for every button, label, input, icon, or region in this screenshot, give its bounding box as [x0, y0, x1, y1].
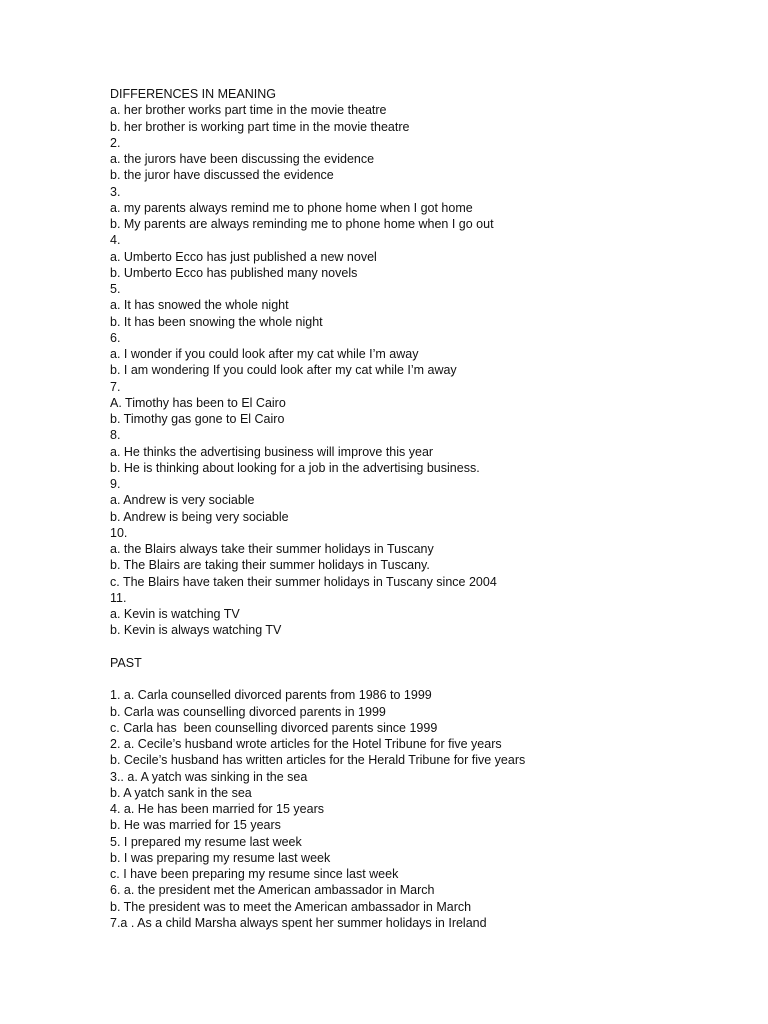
text-line: 5. I prepared my resume last week: [110, 834, 302, 849]
text-line: b. I am wondering If you could look after my cat while I’m away: [110, 363, 457, 378]
blank-line: [110, 639, 750, 655]
text-line: 9.: [110, 477, 121, 491]
text-line: A. Timothy has been to El Cairo: [110, 395, 286, 410]
text-line: a. He thinks the advertising business will improve this year: [110, 444, 434, 459]
text-line: b. He is thinking about looking for a job in the advertising business.: [110, 460, 480, 475]
text-line: b. I was preparing my resume last week: [110, 850, 331, 865]
text-line: a. her brother works part time in the movie theatre: [110, 103, 387, 118]
text-line: b. the juror have discussed the evidence: [110, 168, 334, 183]
text-line: b. Andrew is being very sociable: [110, 509, 289, 524]
text-line: 6. a. the president met the American ambassador in March: [110, 883, 435, 898]
text-line: a. the jurors have been discussing the evidence: [110, 152, 375, 166]
blank-line: [110, 671, 750, 687]
text-line: c. The Blairs have taken their summer holidays in Tuscany since 2004: [110, 574, 497, 589]
text-line: a. the Blairs always take their summer holidays in Tuscany: [110, 542, 434, 556]
text-line: a. Andrew is very sociable: [110, 493, 255, 508]
text-line: 3.: [110, 184, 121, 199]
text-line: c. I have been preparing my resume since last week: [110, 867, 399, 881]
text-line: a. It has snowed the whole night: [110, 298, 289, 313]
text-line: 2. a. Cecile’s husband wrote articles for the Hotel Tribune for five years: [110, 737, 502, 751]
text-line: b. The president was to meet the American ambassador in March: [110, 899, 472, 914]
text-line: b. Umberto Ecco has published many novels: [110, 265, 358, 280]
text-line: a. I wonder if you could look after my cat while I’m away: [110, 347, 419, 361]
text-line: a. Umberto Ecco has just published a new novel: [110, 249, 377, 264]
text-line: b. A yatch sank in the sea: [110, 785, 252, 800]
text-line: b. Carla was counselling divorced parents in 1999: [110, 704, 386, 719]
section-heading-differences: DIFFERENCES IN MEANING: [110, 87, 276, 101]
text-line: b. Timothy gas gone to El Cairo: [110, 412, 285, 426]
text-line: 7.: [110, 379, 121, 394]
text-line: 8.: [110, 428, 121, 443]
text-line: a. my parents always remind me to phone home when I got home: [110, 200, 473, 215]
text-line: 2.: [110, 135, 121, 150]
text-line: b. It has been snowing the whole night: [110, 314, 323, 329]
section-past-lines: [110, 687, 750, 931]
text-line: b. My parents are always reminding me to phone home when I go out: [110, 217, 494, 231]
section-heading-past: PAST: [110, 655, 142, 670]
text-line: 3.. a. A yatch was sinking in the sea: [110, 769, 308, 784]
text-line: 5.: [110, 282, 121, 296]
text-line: b. Kevin is always watching TV: [110, 623, 282, 638]
text-line: b. The Blairs are taking their summer holidays in Tuscany.: [110, 558, 430, 573]
text-line: 1. a. Carla counselled divorced parents from 1986 to 1999: [110, 688, 432, 703]
section-differences-lines: [110, 102, 750, 638]
document-page: [110, 86, 750, 931]
text-line: 4.: [110, 233, 121, 248]
text-line: a. Kevin is watching TV: [110, 607, 240, 621]
text-line: b. Cecile’s husband has written articles for the Herald Tribune for five years: [110, 753, 526, 768]
text-line: c. Carla has been counselling divorced parents since 1999: [110, 720, 438, 735]
text-line: 10.: [110, 525, 128, 540]
text-line: b. her brother is working part time in the movie theatre: [110, 119, 410, 134]
text-line: 7.a . As a child Marsha always spent her summer holidays in Ireland: [110, 915, 487, 930]
text-line: b. He was married for 15 years: [110, 818, 281, 833]
text-line: 6.: [110, 330, 121, 345]
text-line: 4. a. He has been married for 15 years: [110, 802, 325, 816]
text-line: 11.: [110, 590, 127, 605]
